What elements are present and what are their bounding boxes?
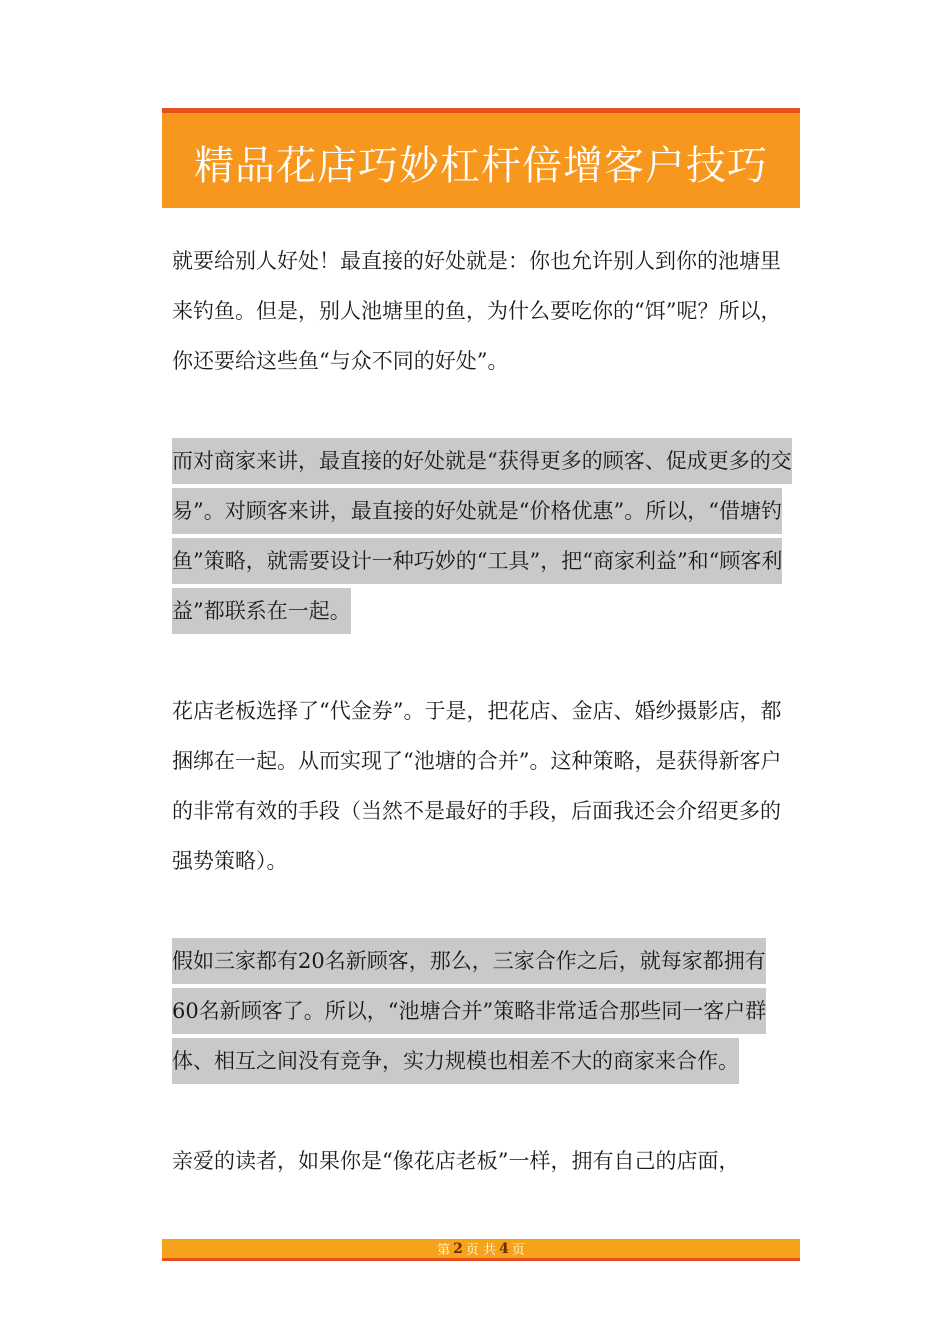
paragraph-4-highlighted — [172, 936, 792, 1086]
footer-middle: 页 共 — [465, 1243, 497, 1258]
footer-prefix: 第 — [437, 1243, 451, 1258]
footer-total-pages: 4 — [499, 1240, 509, 1257]
header-banner — [162, 108, 800, 208]
document-title: 精品花店巧妙杠杆倍增客户技巧 — [194, 143, 768, 189]
page-footer — [162, 1239, 800, 1261]
document-body — [172, 236, 792, 1186]
paragraph-5-text: 亲爱的读者，如果你是“像花店老板”一样，拥有自己的店面， — [172, 1149, 740, 1173]
footer-current-page: 2 — [453, 1240, 463, 1257]
paragraph-3-text: 花店老板选择了“代金券”。于是，把花店、金店、婚纱摄影店，都捆绑在一起。从而实现了“池塘的合并”。这种策略，是获得新客户的非常有效的手段（当然不是最好的手段，后面我还会介绍更多的强势策略）。 — [172, 699, 782, 873]
paragraph-4-text: 假如三家都有20名新顾客，那么，三家合作之后，就每家都拥有60名新顾客了。所以，“池塘合并”策略非常适合那些同一客户群体、相互之间没有竞争，实力规模也相差不大的商家来合作。 — [172, 938, 766, 1084]
paragraph-3 — [172, 686, 792, 886]
paragraph-5 — [172, 1136, 792, 1186]
footer-suffix: 页 — [511, 1243, 525, 1258]
paragraph-1-text: 就要给别人好处！最直接的好处就是：你也允许别人到你的池塘里来钓鱼。但是，别人池塘里的鱼，为什么要吃你的“饵”呢？所以，你还要给这些鱼“与众不同的好处”。 — [172, 249, 782, 373]
paragraph-2-text: 而对商家来讲，最直接的好处就是“获得更多的顾客、促成更多的交易”。对顾客来讲，最直接的好处就是“价格优惠”。所以，“借塘钓鱼”策略，就需要设计一种巧妙的“工具”，把“商家利益”和“顾客利益”都联系在一起。 — [172, 438, 792, 634]
paragraph-1 — [172, 236, 792, 386]
paragraph-2-highlighted — [172, 436, 792, 636]
